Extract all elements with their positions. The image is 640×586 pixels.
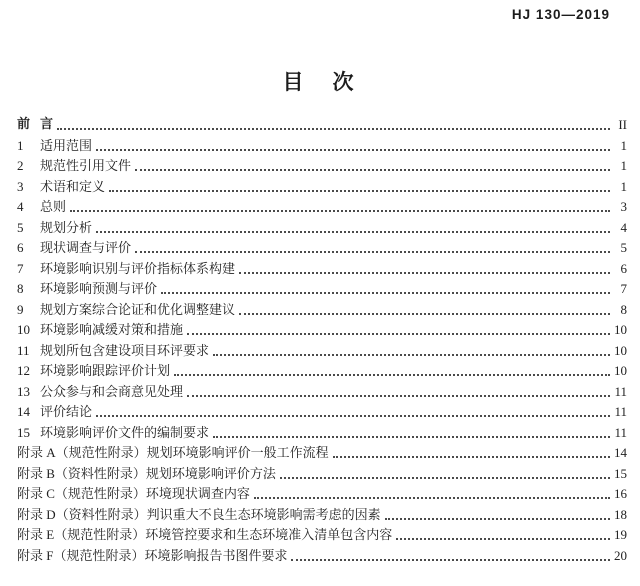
toc-entry-number: 3	[17, 178, 24, 194]
toc-entry-number: 14	[17, 404, 30, 419]
toc-leader-dots	[213, 354, 610, 356]
toc-leader-dots	[280, 477, 610, 479]
toc-entry-page: 7	[620, 281, 627, 296]
toc-entry-page: 3	[620, 199, 627, 214]
toc-entry-page: 1	[620, 178, 627, 194]
toc-leader-dots	[333, 456, 610, 458]
toc-entry	[17, 382, 627, 403]
toc-entry-number: 2	[17, 158, 24, 173]
toc-entry-page: 5	[620, 240, 627, 255]
toc-page-title: 目 次	[282, 70, 358, 94]
toc-leader-dots	[239, 313, 610, 315]
toc-entry-title: 规划所包含建设项目环评要求	[40, 342, 210, 358]
toc-entry-title: 附录 A（规范性附录）规划环境影响评价一般工作流程	[17, 445, 329, 460]
toc-entry-title: 适用范围	[40, 137, 93, 153]
toc-entry-title: 环境影响减缓对策和措施	[40, 322, 184, 337]
toc-entry-title: 环境影响评价文件的编制要求	[40, 424, 210, 440]
toc-entry	[17, 218, 627, 239]
toc-entry-title: 规划方案综合论证和优化调整建议	[40, 301, 236, 317]
toc-entry-title: 规划分析	[40, 219, 93, 235]
toc-entry-number: 6	[17, 240, 24, 255]
toc-entry-title: 总则	[40, 199, 67, 214]
toc-entry-title: 言	[40, 117, 54, 132]
toc-leader-dots	[187, 333, 610, 335]
toc-entry	[17, 320, 627, 341]
toc-leader-dots	[396, 538, 610, 540]
toc-leader-dots	[254, 497, 610, 499]
toc-entry-title: 附录 E（规范性附录）环境管控要求和生态环境准入清单包含内容	[17, 527, 393, 542]
toc-entry-title: 环境影响识别与评价指标体系构建	[40, 260, 236, 276]
toc-entry-title: 评价结论	[40, 404, 93, 419]
toc-entry	[17, 279, 627, 300]
toc-leader-dots	[57, 128, 610, 130]
toc-entry-page: 16	[614, 486, 627, 501]
toc-entry	[17, 259, 627, 280]
toc-entry	[17, 464, 627, 485]
toc-entry	[17, 156, 627, 177]
toc-entry	[17, 546, 627, 567]
toc-entry-number: 9	[17, 301, 24, 317]
toc-entry-title: 术语和定义	[40, 178, 106, 194]
toc-entry-page: 1	[620, 137, 627, 153]
toc-leader-dots	[109, 190, 610, 192]
toc-leader-dots	[96, 415, 610, 417]
toc-entry-page: 10	[614, 322, 627, 337]
toc-leader-dots	[385, 518, 610, 520]
toc-entry-title: 附录 C（规范性附录）环境现状调查内容	[17, 486, 250, 501]
toc-leader-dots	[96, 231, 610, 233]
toc-entry-page: 4	[620, 219, 627, 235]
toc-entry-page: 10	[614, 342, 627, 358]
toc-leader-dots	[135, 251, 610, 253]
toc-entry	[17, 361, 627, 382]
toc-entry-number: 11	[17, 342, 30, 358]
toc-entry	[17, 423, 627, 444]
toc-entry-title: 环境影响跟踪评价计划	[40, 363, 171, 378]
toc-entry	[17, 525, 627, 546]
toc-leader-dots	[239, 272, 610, 274]
toc-leader-dots	[213, 436, 610, 438]
toc-entry	[17, 505, 627, 526]
toc-entry-page: II	[618, 117, 627, 132]
toc-entry-page: 11	[614, 424, 627, 440]
toc-entry-title: 附录 D（资料性附录）判识重大不良生态环境影响需考虑的因素	[17, 506, 381, 522]
toc-leader-dots	[70, 210, 610, 212]
toc-entry-page: 10	[614, 363, 627, 378]
toc-leader-dots	[135, 169, 610, 171]
toc-entry-page: 19	[614, 527, 627, 542]
toc-entry-title: 现状调查与评价	[40, 240, 132, 255]
toc-entry-number: 10	[17, 322, 30, 337]
toc-entry-page: 20	[614, 547, 627, 563]
toc-entry-number: 15	[17, 424, 30, 440]
toc-entry-number: 前	[17, 117, 31, 132]
toc-leader-dots	[174, 374, 610, 376]
toc-entry-page: 6	[620, 260, 627, 276]
toc-entry-title: 公众参与和会商意见处理	[40, 383, 184, 399]
toc-entry-number: 5	[17, 219, 24, 235]
toc-entry-page: 11	[614, 383, 627, 399]
toc-entry-page: 8	[620, 301, 627, 317]
toc-entry-number: 7	[17, 260, 24, 276]
toc-leader-dots	[291, 559, 610, 561]
toc-entry	[17, 177, 627, 198]
toc-entry-title: 规范性引用文件	[40, 158, 132, 173]
toc-entry-title: 附录 F（规范性附录）环境影响报告书图件要求	[17, 547, 288, 563]
toc-entry-number: 13	[17, 383, 30, 399]
toc-entry	[17, 136, 627, 157]
toc-entry	[17, 341, 627, 362]
toc-entry	[17, 197, 627, 218]
toc-entry	[17, 443, 627, 464]
toc-leader-dots	[161, 292, 610, 294]
toc-leader-dots	[187, 395, 610, 397]
standard-number: HJ 130—2019	[511, 7, 610, 22]
toc-entry-page: 11	[614, 404, 627, 419]
toc-entry	[17, 300, 627, 321]
toc-entry-number: 8	[17, 281, 24, 296]
toc-list	[17, 115, 627, 566]
toc-entry	[17, 238, 627, 259]
toc-entry-number: 4	[17, 199, 24, 214]
toc-entry-title: 附录 B（资料性附录）规划环境影响评价方法	[17, 465, 276, 481]
toc-entry-title: 环境影响预测与评价	[40, 281, 158, 296]
toc-entry-page: 15	[614, 465, 627, 481]
toc-entry	[17, 402, 627, 423]
toc-entry	[17, 115, 627, 136]
toc-entry	[17, 484, 627, 505]
toc-leader-dots	[96, 149, 610, 151]
toc-entry-page: 14	[614, 445, 627, 460]
toc-entry-number: 1	[17, 137, 24, 153]
toc-entry-number: 12	[17, 363, 30, 378]
toc-entry-page: 1	[620, 158, 627, 173]
toc-entry-page: 18	[614, 506, 627, 522]
